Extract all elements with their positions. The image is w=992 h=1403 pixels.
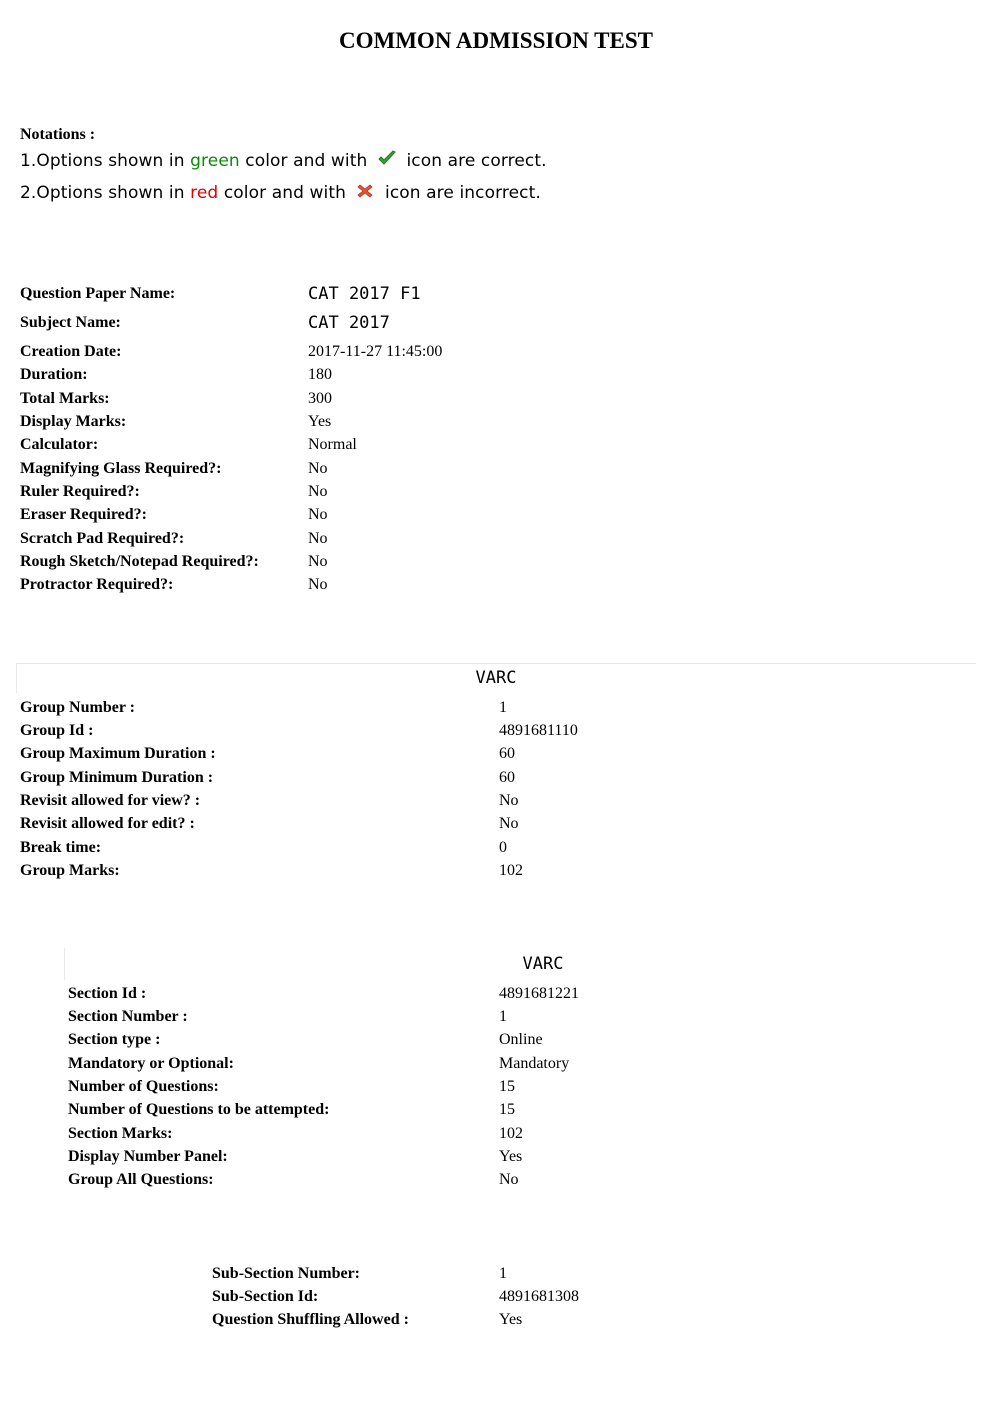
group-label: Group Minimum Duration : [20, 769, 214, 786]
section-label: Number of Questions: [68, 1078, 219, 1095]
notation-incorrect-prefix: 2.Options shown in [20, 183, 185, 203]
section-value: 15 [499, 1101, 515, 1118]
paper-value: No [308, 506, 328, 523]
group-value: 0 [499, 839, 507, 856]
subsection-label: Question Shuffling Allowed : [212, 1311, 409, 1328]
cross-icon [355, 182, 375, 200]
group-label: Break time: [20, 839, 102, 856]
section-label: Section Number : [68, 1008, 188, 1025]
paper-value: 300 [308, 390, 332, 407]
notation-incorrect [20, 182, 541, 203]
paper-value: 180 [308, 366, 332, 383]
group-label: Group Maximum Duration : [20, 745, 216, 762]
section-value: Mandatory [499, 1055, 570, 1072]
group-label: Group Id : [20, 722, 94, 739]
subsection-label: Sub-Section Id: [212, 1288, 319, 1305]
group-label: Revisit allowed for view? : [20, 792, 201, 809]
group-value: 4891681110 [499, 722, 578, 739]
section-label: Group All Questions: [68, 1171, 214, 1188]
section-label: Section type : [68, 1031, 161, 1048]
paper-label: Duration: [20, 366, 88, 383]
paper-value: No [308, 460, 328, 477]
paper-value: 2017-11-27 11:45:00 [308, 343, 443, 360]
section-value: No [499, 1171, 519, 1188]
paper-label: Scratch Pad Required?: [20, 530, 185, 547]
notation-incorrect-suffix: icon are incorrect. [385, 183, 541, 203]
section-value: 4891681221 [499, 985, 579, 1002]
paper-row [20, 284, 175, 304]
paper-label: Question Paper Name: [20, 285, 176, 302]
paper-label: Calculator: [20, 436, 99, 453]
paper-label: Creation Date: [20, 343, 122, 360]
section-label: Number of Questions to be attempted: [68, 1101, 330, 1118]
paper-label: Rough Sketch/Notepad Required?: [20, 553, 259, 570]
section-value: Online [499, 1031, 543, 1048]
group-frame-top [16, 663, 976, 664]
paper-value: No [308, 530, 328, 547]
section-label: Mandatory or Optional: [68, 1055, 234, 1072]
paper-value: No [308, 483, 328, 500]
subsection-value: 1 [499, 1265, 507, 1282]
section-value: Yes [499, 1148, 523, 1165]
group-value: 60 [499, 745, 515, 762]
subsection-value: 4891681308 [499, 1288, 579, 1305]
group-value: No [499, 815, 519, 832]
paper-label: Eraser Required?: [20, 506, 147, 523]
notation-correct-prefix: 1.Options shown in [20, 151, 185, 171]
notation-correct [20, 150, 547, 171]
paper-value: CAT 2017 F1 [308, 284, 421, 304]
group-title: VARC [475, 668, 517, 688]
paper-label: Ruler Required?: [20, 483, 140, 500]
group-label: Group Marks: [20, 862, 120, 879]
section-label: Display Number Panel: [68, 1148, 228, 1165]
paper-value: Yes [308, 413, 332, 430]
notation-green-word: green [190, 151, 240, 171]
section-title: VARC [522, 954, 564, 974]
subsection-value: Yes [499, 1311, 523, 1328]
paper-value: No [308, 553, 328, 570]
notations-heading: Notations : [20, 126, 96, 143]
paper-value: CAT 2017 [308, 313, 390, 333]
paper-label: Subject Name: [20, 314, 121, 331]
paper-row [20, 313, 121, 333]
page-title: COMMON ADMISSION TEST [339, 28, 653, 53]
notation-correct-mid: color and with [245, 151, 368, 171]
paper-label: Display Marks: [20, 413, 127, 430]
section-value: 102 [499, 1125, 523, 1142]
section-value: 15 [499, 1078, 515, 1095]
check-icon [377, 150, 397, 168]
section-value: 1 [499, 1008, 507, 1025]
section-label: Section Id : [68, 985, 147, 1002]
notation-incorrect-mid: color and with [223, 183, 346, 203]
paper-label: Magnifying Glass Required?: [20, 460, 222, 477]
paper-label: Total Marks: [20, 390, 110, 407]
paper-label: Protractor Required?: [20, 576, 174, 593]
group-label: Group Number : [20, 699, 135, 716]
group-value: No [499, 792, 519, 809]
notation-red-word: red [190, 183, 219, 203]
paper-value: No [308, 576, 328, 593]
section-label: Section Marks: [68, 1125, 173, 1142]
notation-correct-suffix: icon are correct. [406, 151, 547, 171]
group-value: 102 [499, 862, 523, 879]
group-label: Revisit allowed for edit? : [20, 815, 195, 832]
group-value: 60 [499, 769, 515, 786]
paper-value: Normal [308, 436, 357, 453]
group-value: 1 [499, 699, 507, 716]
subsection-label: Sub-Section Number: [212, 1265, 361, 1282]
